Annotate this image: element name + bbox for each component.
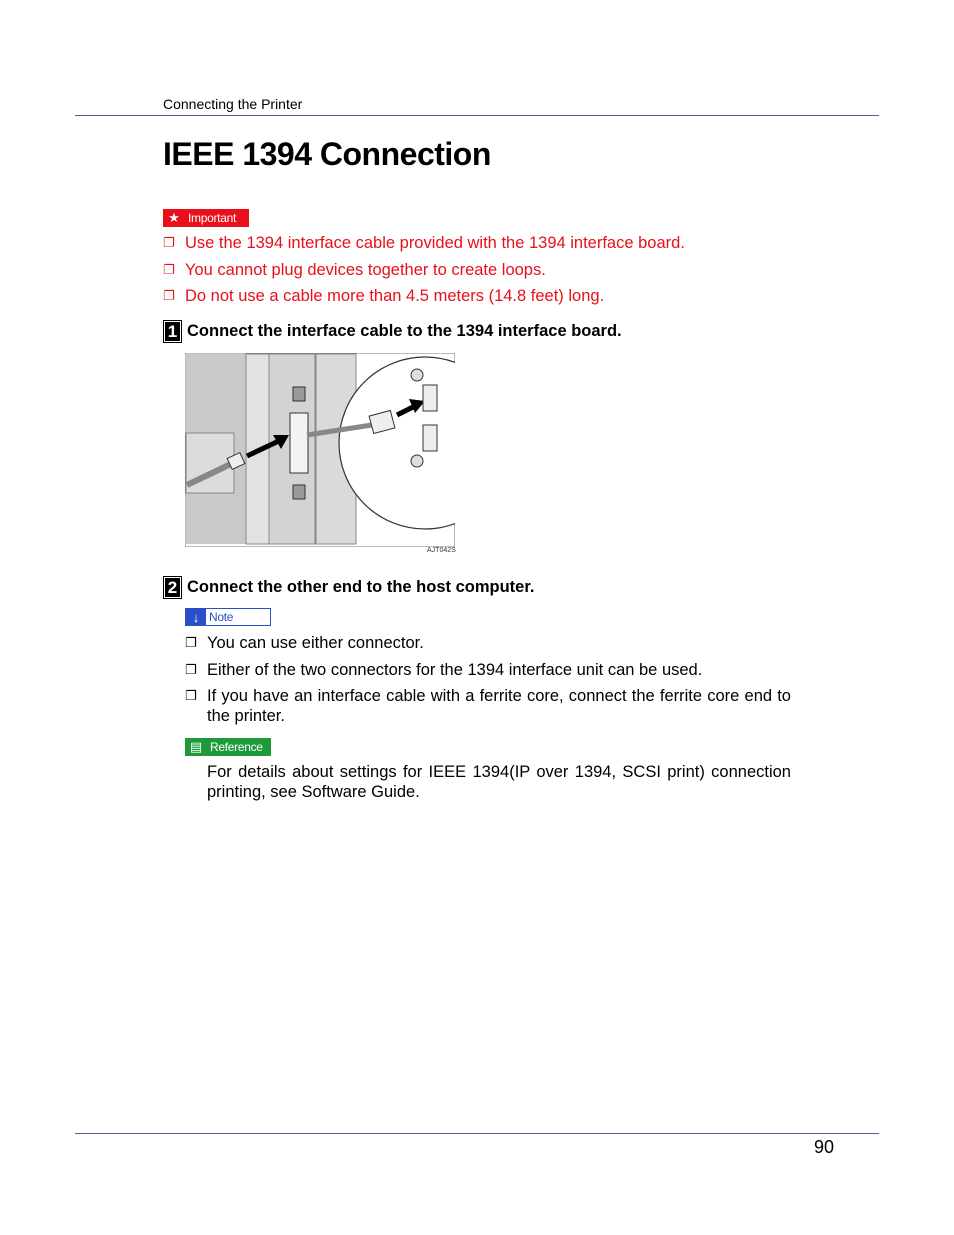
star-icon: ★ bbox=[164, 210, 184, 226]
page-title: IEEE 1394 Connection bbox=[163, 136, 491, 172]
important-item-text: You cannot plug devices together to create loops. bbox=[185, 261, 546, 279]
note-item-text: If you have an interface cable with a ferrite core, connect the ferrite core end to the printer. bbox=[207, 687, 791, 725]
checkbox-icon: ❐ bbox=[163, 262, 175, 277]
important-label: Important bbox=[184, 210, 248, 226]
note-item bbox=[185, 660, 791, 680]
note-item-text: Either of the two connectors for the 1394 interface unit can be used. bbox=[207, 661, 703, 679]
step-number: 1 bbox=[163, 320, 182, 343]
step-text: Connect the interface cable to the 1394 interface board. bbox=[187, 322, 622, 340]
checkbox-icon: ❐ bbox=[163, 235, 175, 250]
running-head: Connecting the Printer bbox=[163, 96, 303, 112]
checkbox-icon: ❐ bbox=[185, 662, 197, 677]
connection-illustration bbox=[185, 353, 455, 547]
down-arrow-icon: ↓ bbox=[186, 609, 206, 625]
step-number: 2 bbox=[163, 576, 182, 599]
reference-text: For details about settings for IEEE 1394(IP over 1394, SCSI print) connection printing, see Software Guide. bbox=[207, 763, 791, 801]
header-rule bbox=[75, 115, 879, 116]
footer-rule bbox=[75, 1133, 879, 1134]
important-item bbox=[163, 233, 803, 253]
note-item bbox=[185, 686, 791, 726]
important-item-text: Use the 1394 interface cable provided with the 1394 interface board. bbox=[185, 234, 685, 252]
reference-badge bbox=[185, 738, 271, 756]
note-item-text: You can use either connector. bbox=[207, 634, 424, 652]
important-item bbox=[163, 260, 803, 280]
document-icon: ▤ bbox=[186, 739, 206, 755]
step-text: Connect the other end to the host computer. bbox=[187, 578, 535, 596]
checkbox-icon: ❐ bbox=[185, 688, 197, 703]
note-label: Note bbox=[209, 610, 234, 624]
step-1 bbox=[163, 320, 622, 343]
important-badge bbox=[163, 209, 249, 227]
important-item bbox=[163, 286, 803, 306]
checkbox-icon: ❐ bbox=[163, 288, 175, 303]
important-item-text: Do not use a cable more than 4.5 meters (14.8 feet) long. bbox=[185, 287, 605, 305]
note-badge bbox=[185, 608, 271, 626]
step-2 bbox=[163, 576, 534, 599]
checkbox-icon: ❐ bbox=[185, 635, 197, 650]
figure-code: AJT042S bbox=[427, 547, 456, 554]
reference-label: Reference bbox=[206, 739, 270, 755]
note-item bbox=[185, 633, 791, 653]
page-number: 90 bbox=[813, 1137, 834, 1157]
